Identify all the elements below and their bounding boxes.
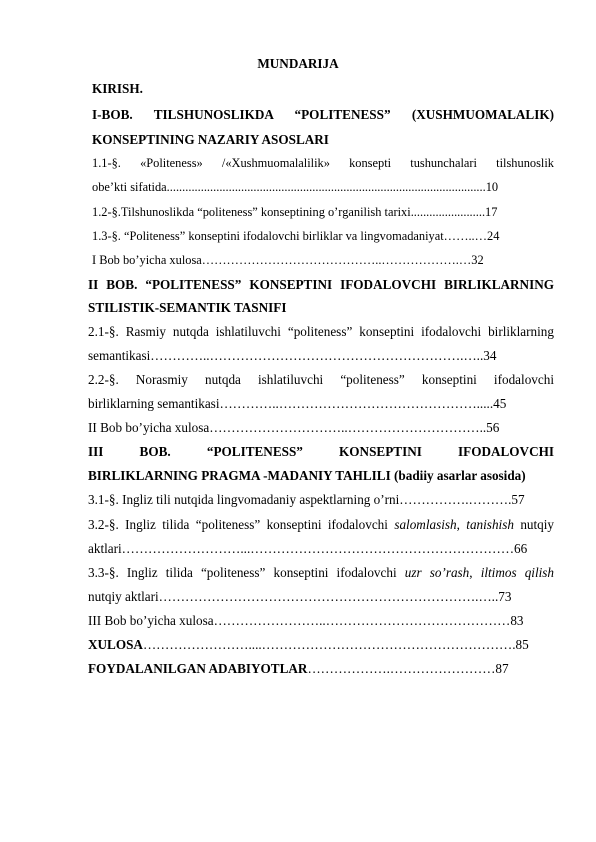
toc-section-3-2-line-2: aktlari………………………...……………………………………………………66 [88,541,528,556]
toc-section-2-2-line-2: birliklarning semantikasi…………..……………………………………….....45 [88,396,507,411]
toc-section-2-1-line-1: 2.1-§. Rasmiy nutqda ishlatiluvchi “politeness” konseptini ifodalovchi birliklarning [88,324,554,339]
toc-title: MUNDARIJA [257,56,339,71]
toc-chapter-1-heading-line-1: I-BOB. TILSHUNOSLIKDA “POLITENESS” (XUSHMUOMALALIK) [92,107,554,122]
toc-chapter-3-heading-line-1: III BOB. “POLITENESS” KONSEPTINI IFODALOVCHI [88,444,554,459]
toc-chapter-2-heading-line-1: II BOB. “POLITENESS” KONSEPTINI IFODALOVCHI BIRLIKLARNING [88,277,554,292]
toc-section-2-2-line-1: 2.2-§. Norasmiy nutqda ishlatiluvchi “politeness” konseptini ifodalovchi [88,372,554,387]
toc-section-1-3: 1.3-§. “Politeness” konseptini ifodalovchi birliklar va lingvomadaniyat……..…24 [92,229,500,243]
toc-section-3-3-line-2: nutqiy aktlari……………………………………………………………….…..73 [88,589,512,604]
toc-entry-xulosa: XULOSA……………………....………………………………………………….85 [88,637,529,652]
toc-chapter-3-heading-line-2: BIRLIKLARNING PRAGMA -MADANIY TAHLILI (badiiy asarlar asosida) [88,468,526,483]
toc-entry-foydalanilgan-adabiyotlar: FOYDALANILGAN ADABIYOTLAR……………….……………………87 [88,661,509,676]
toc-section-3-3-line-1: 3.3-§. Ingliz tilida “politeness” konseptini ifodalovchi uzr so’rash, iltimos qilish [88,565,554,580]
toc-chapter-2-heading-line-2: STILISTIK-SEMANTIK TASNIFI [88,300,287,315]
toc-section-1-1-line-1: 1.1-§. «Politeness» /«Xushmuomalalilik» konsepti tushunchalari tilshunoslik [92,156,554,170]
toc-chapter-2-summary: II Bob bo’yicha xulosa…………………………..…………………………..56 [88,420,500,435]
toc-chapter-1-summary: I Bob bo’yicha xulosa……………………………………..……………….…32 [92,253,484,267]
toc-section-3-2-line-1: 3.2-§. Ingliz tilida “politeness” konseptini ifodalovchi salomlasish, tanishish nutqiy [88,517,554,532]
toc-section-2-1-line-2: semantikasi…………..………………………………………………….…..34 [88,348,497,363]
toc-chapter-1-heading-line-2: KONSEPTINING NAZARIY ASOSLARI [92,132,329,147]
toc-section-1-2: 1.2-§.Tilshunoslikda “politeness” konseptining o’rganilish tarixi........................17 [92,205,498,219]
toc-section-1-1-line-2: obe’kti sifatida.......................................................................................................10 [92,180,499,194]
toc-section-3-1: 3.1-§. Ingliz tili nutqida lingvomadaniy aspektlarning o’rni…………….……….57 [88,492,525,507]
toc-chapter-3-summary: III Bob bo’yicha xulosa……………………..……………………………………83 [88,613,524,628]
toc-entry-kirish: KIRISH. [92,81,143,96]
